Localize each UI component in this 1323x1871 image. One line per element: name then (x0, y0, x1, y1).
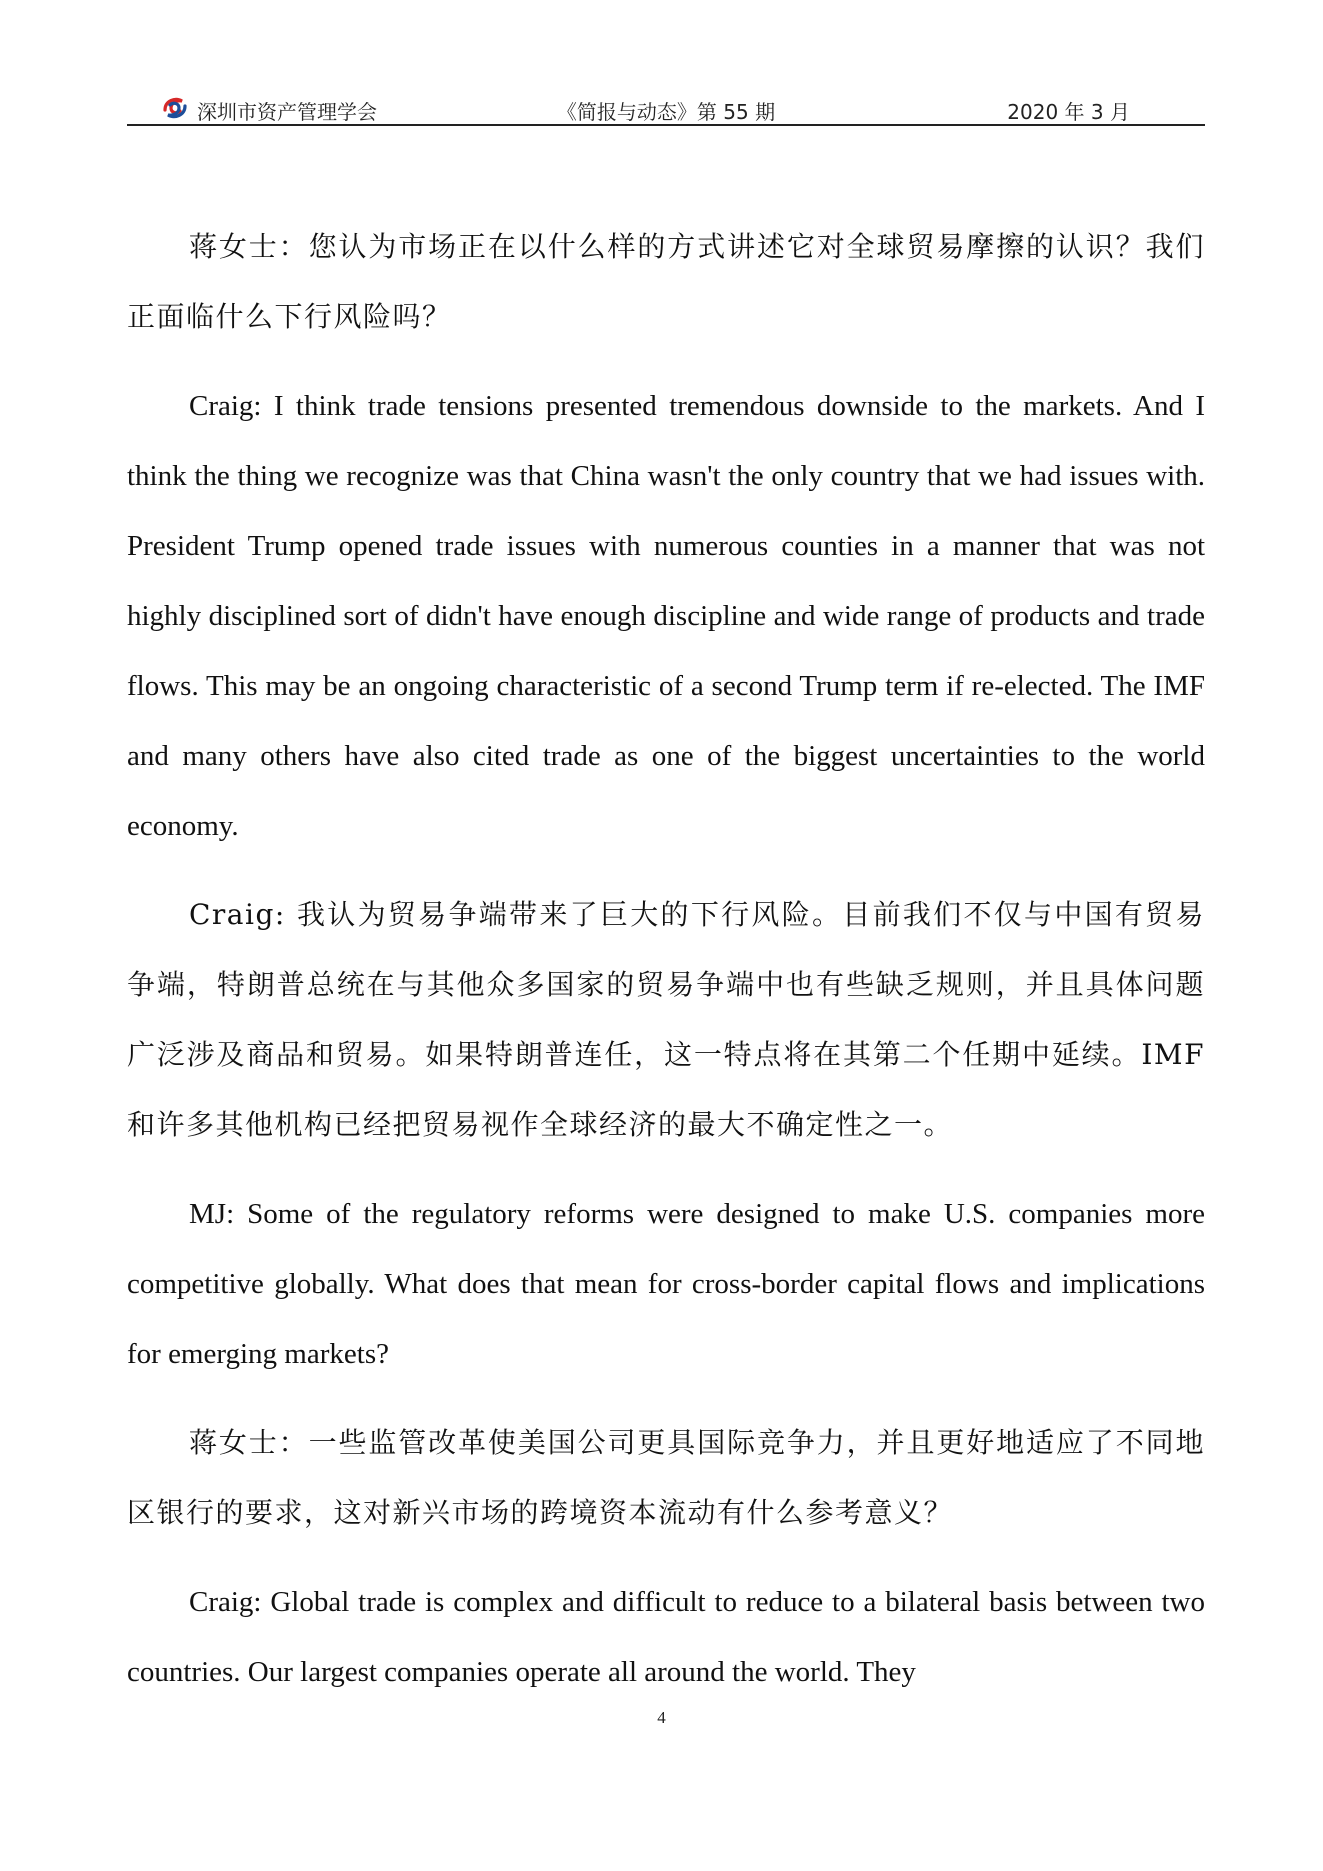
paragraph-answer-en-2: Craig: Global trade is complex and difficult to reduce to a bilateral basis between two countries. Our largest companies operate all around the world. They (127, 1586, 1205, 1688)
paragraph-question-zh: 蒋女士：您认为市场正在以什么样的方式讲述它对全球贸易摩擦的认识？我们正面临什么下行风险吗？ (127, 230, 1205, 333)
page-header (127, 92, 1205, 126)
organization-name: 深圳市资产管理学会 (197, 100, 377, 124)
paragraph-question-zh-2: 蒋女士：一些监管改革使美国公司更具国际竞争力，并且更好地适应了不同地区银行的要求，这对新兴市场的跨境资本流动有什么参考意义？ (127, 1426, 1205, 1529)
article-body (127, 212, 1205, 1726)
issue-date: 2020 年 3 月 (1007, 100, 1130, 124)
page-number: 4 (657, 1708, 666, 1727)
paragraph-answer-en: Craig: I think trade tensions presented tremendous downside to the markets. And I think the thing we recognize was that China wasn't the only country that we had issues with. President Trump opened trade issues with numerous counties in a manner that was not highly disciplined sort of didn't have enough discipline and wide range of products and trade flows. This may be an ongoing characteristic of a second Trump term if re-elected. The IMF and many others have also cited trade as one of the biggest uncertainties to the world economy. (127, 390, 1205, 842)
paragraph-answer-zh: Craig: 我认为贸易争端带来了巨大的下行风险。目前我们不仅与中国有贸易争端，特朗普总统在与其他众多国家的贸易争端中也有些缺乏规则，并且具体问题广泛涉及商品和贸易。如果特朗普连任，这一特点将在其第二个任期中延续。IMF 和许多其他机构已经把贸易视作全球经济的最大不确定性之一。 (127, 898, 1205, 1141)
paragraph-question-en: MJ: Some of the regulatory reforms were designed to make U.S. companies more competitive globally. What does that mean for cross-border capital flows and implications for emerging markets? (127, 1198, 1205, 1370)
issue-title: 《简报与动态》第 55 期 (556, 100, 776, 124)
